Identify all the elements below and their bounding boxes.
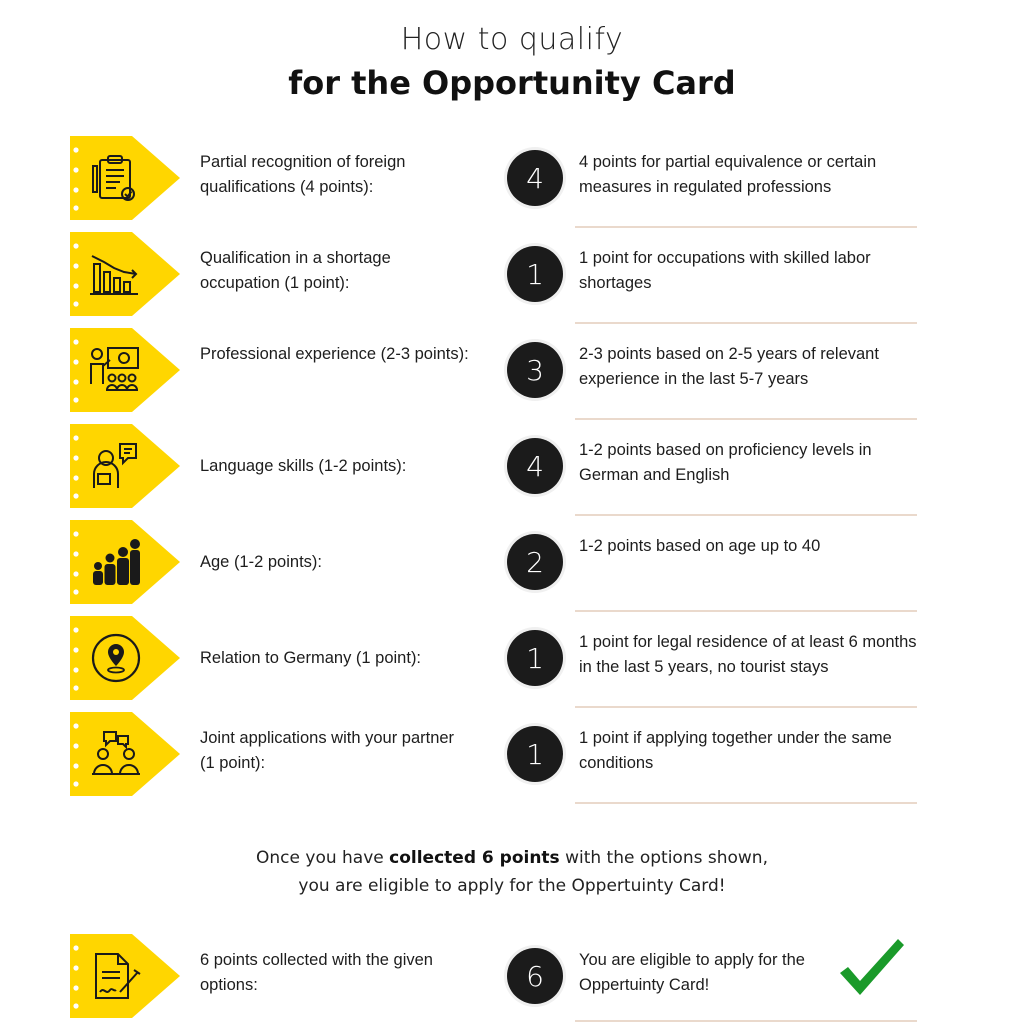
points-badge: 2 <box>507 534 563 590</box>
criterion-description: 1 point if applying together under the same conditions <box>579 729 892 772</box>
result-description: You are eligible to apply for the Oppertuinty Card! <box>579 951 805 994</box>
tag-marker <box>70 424 182 508</box>
summary-prefix: Once you have <box>256 848 390 868</box>
points-badge: 1 <box>507 726 563 782</box>
clipboard-checklist-icon <box>90 154 140 204</box>
divider <box>575 1020 917 1022</box>
summary-text <box>0 844 1024 900</box>
tag-marker <box>70 232 182 316</box>
criterion-description: 1-2 points based on proficiency levels in German and English <box>579 441 872 484</box>
summary-bold: collected 6 points <box>389 848 560 868</box>
points-badge: 6 <box>507 948 563 1004</box>
speaking-person-icon <box>90 440 140 492</box>
tag-marker <box>70 934 182 1018</box>
divider <box>575 226 917 228</box>
tag-marker <box>70 136 182 220</box>
tag-marker <box>70 712 182 796</box>
location-pin-icon <box>90 632 142 684</box>
criterion-label: Language skills (1-2 points): <box>200 456 407 475</box>
criterion-row <box>0 232 1024 328</box>
criterion-row <box>0 712 1024 808</box>
criterion-row <box>0 520 1024 616</box>
divider <box>575 322 917 324</box>
title-line-2: for the Opportunity Card <box>288 64 736 102</box>
checkmark-icon <box>836 935 906 999</box>
summary-suffix: with the options shown, <box>559 848 768 868</box>
document-signature-icon <box>90 950 142 1002</box>
divider <box>575 418 917 420</box>
result-label: 6 points collected with the given options: <box>200 951 433 994</box>
criterion-description: 1 point for legal residence of at least 6 months in the last 5 years, no tourist stays <box>579 633 917 676</box>
tag-marker <box>70 520 182 604</box>
family-age-icon <box>90 536 142 588</box>
criterion-row <box>0 328 1024 424</box>
criterion-label: Qualification in a shortage occupation (1 point): <box>200 249 391 292</box>
tag-marker <box>70 616 182 700</box>
criterion-label: Partial recognition of foreign qualifications (4 points): <box>200 153 406 196</box>
criterion-label: Relation to Germany (1 point): <box>200 648 422 667</box>
criterion-row <box>0 136 1024 232</box>
points-badge: 1 <box>507 246 563 302</box>
criterion-description: 1-2 points based on age up to 40 <box>579 537 821 555</box>
divider <box>575 514 917 516</box>
criterion-row <box>0 424 1024 520</box>
declining-chart-icon <box>88 250 142 300</box>
presenter-audience-icon <box>88 344 142 396</box>
criterion-label: Age (1-2 points): <box>200 552 322 571</box>
criterion-row <box>0 616 1024 712</box>
couple-talking-icon <box>90 728 142 780</box>
criterion-label: Joint applications with your partner (1 point): <box>200 729 455 772</box>
divider <box>575 610 917 612</box>
points-badge: 4 <box>507 150 563 206</box>
criterion-description: 1 point for occupations with skilled labor shortages <box>579 249 871 292</box>
title-line-1: How to qualify <box>400 22 624 57</box>
criterion-description: 2-3 points based on 2-5 years of relevant experience in the last 5-7 years <box>579 345 879 388</box>
criterion-label: Professional experience (2-3 points): <box>200 345 469 363</box>
divider <box>575 706 917 708</box>
criterion-description: 4 points for partial equivalence or certain measures in regulated professions <box>579 153 877 196</box>
points-badge: 1 <box>507 630 563 686</box>
summary-line-2: you are eligible to apply for the Oppertuinty Card! <box>298 876 726 896</box>
divider <box>575 802 917 804</box>
tag-marker <box>70 328 182 412</box>
summary-line-1 <box>0 844 1024 872</box>
points-badge: 4 <box>507 438 563 494</box>
points-badge: 3 <box>507 342 563 398</box>
